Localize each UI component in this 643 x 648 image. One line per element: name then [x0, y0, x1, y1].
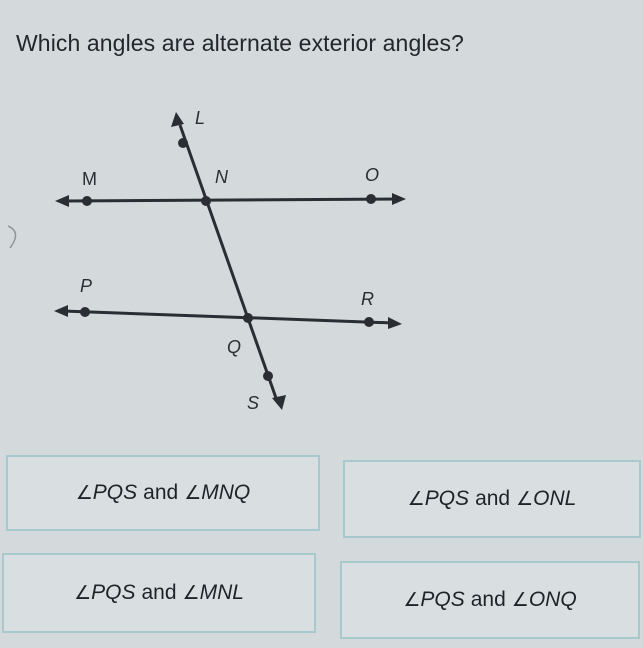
angle-name: PQS	[420, 588, 465, 611]
angle-symbol: ∠	[511, 589, 529, 611]
choice-button-1[interactable]	[6, 455, 320, 531]
angle-symbol: ∠	[182, 582, 200, 604]
conjunction: and	[143, 481, 179, 504]
angle-name: MNL	[199, 581, 244, 604]
point-s	[263, 371, 273, 381]
point-l	[178, 138, 188, 148]
choice-label-1	[76, 481, 251, 505]
choice-label-3	[74, 581, 244, 605]
choice-label-4	[403, 588, 576, 612]
line-mo	[65, 199, 398, 201]
label-p: P	[80, 276, 93, 296]
angle-name: PQS	[91, 581, 136, 604]
angle-name: PQS	[424, 487, 470, 510]
point-m	[82, 196, 92, 206]
angle-symbol: ∠	[74, 582, 92, 604]
edge-mark	[8, 226, 16, 248]
angle-symbol: ∠	[184, 482, 202, 504]
arrow-up-transversal	[171, 112, 184, 127]
angle-name: ONL	[533, 487, 577, 510]
angle-name: MNQ	[201, 481, 251, 504]
point-q	[243, 313, 253, 323]
line-pr	[63, 311, 394, 323]
label-q: Q	[227, 337, 242, 357]
arrow-left-lower	[54, 305, 68, 317]
choice-button-4[interactable]	[340, 561, 640, 639]
arrow-left-upper	[55, 195, 69, 207]
line-ls	[180, 125, 276, 398]
point-p	[80, 307, 90, 317]
label-m: M	[82, 169, 97, 189]
choice-button-2[interactable]	[343, 460, 641, 538]
point-o	[366, 194, 376, 204]
conjunction: and	[470, 588, 506, 611]
arrow-right-upper	[392, 193, 406, 205]
arrow-down-transversal	[272, 395, 286, 410]
conjunction: and	[141, 581, 177, 604]
choice-button-3[interactable]	[2, 553, 316, 633]
arrow-right-lower	[388, 317, 402, 329]
label-s: S	[247, 393, 260, 413]
conjunction: and	[475, 487, 511, 510]
angle-symbol: ∠	[516, 488, 534, 510]
label-n: N	[215, 167, 228, 187]
angle-name: ONQ	[528, 588, 577, 611]
choice-label-2	[408, 487, 577, 511]
point-r	[364, 317, 374, 327]
angle-symbol: ∠	[407, 488, 425, 510]
label-r: R	[361, 289, 374, 309]
label-l: L	[195, 108, 206, 128]
label-o: O	[365, 165, 380, 185]
angle-name: PQS	[92, 481, 138, 504]
question-text: Which angles are alternate exterior angles?	[16, 30, 464, 56]
angle-symbol: ∠	[75, 482, 93, 504]
angle-symbol: ∠	[403, 589, 421, 611]
point-n	[201, 196, 211, 206]
